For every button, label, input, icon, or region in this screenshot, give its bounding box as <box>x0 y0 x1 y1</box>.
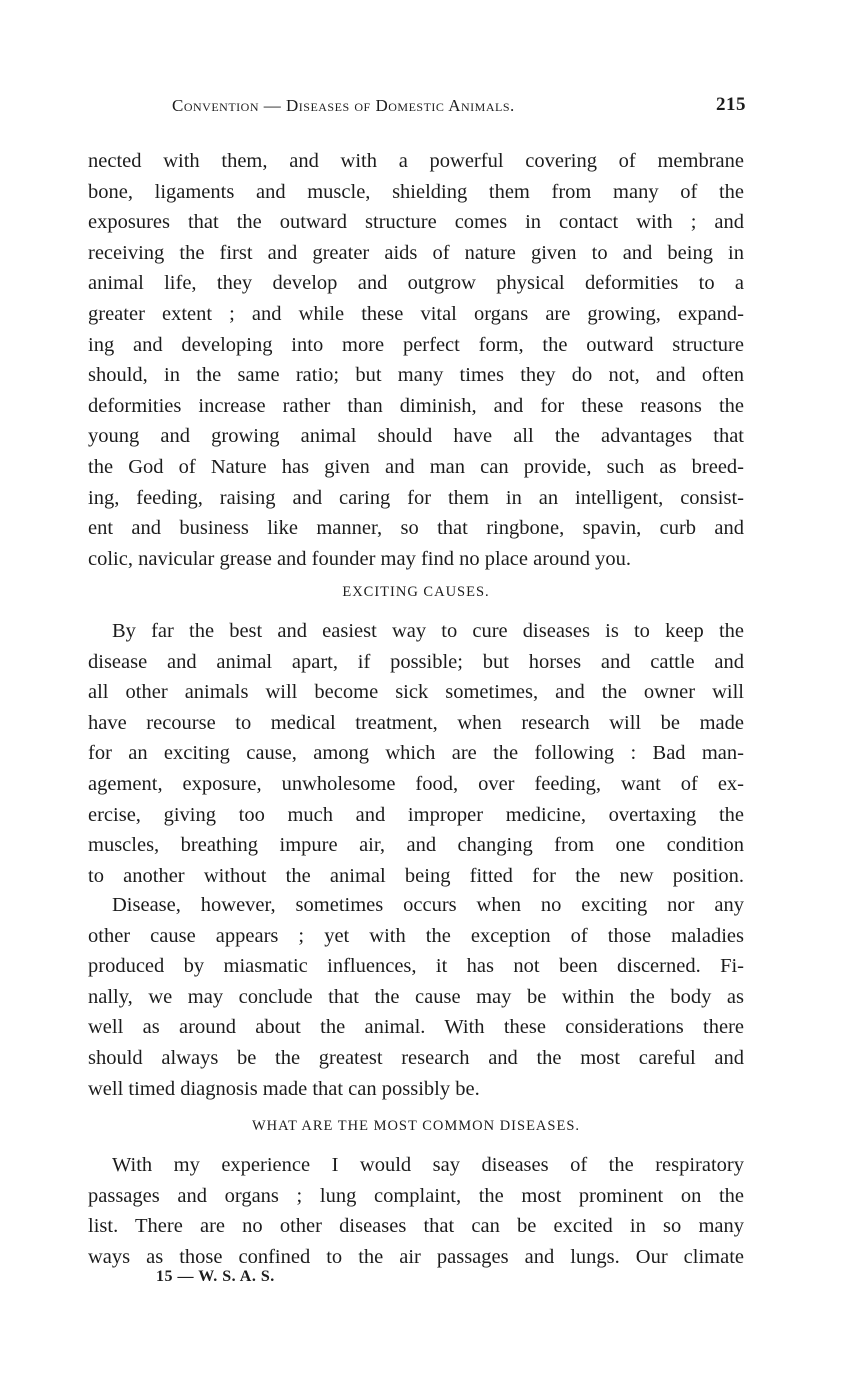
text-line: animal life, they develop and outgrow physical deformities to a <box>88 272 744 295</box>
section-heading-common-diseases: WHAT ARE THE MOST COMMON DISEASES. <box>251 1118 581 1134</box>
text-line: nected with them, and with a powerful covering of membrane <box>88 150 744 172</box>
paragraph-3 <box>88 890 744 1104</box>
paragraph-1 <box>88 146 744 574</box>
text-line: should always be the greatest research and the most careful and <box>88 1046 744 1069</box>
section-heading-exciting-causes: EXCITING CAUSES. <box>342 584 490 600</box>
text-line: deformities increase rather than diminish, and for these reasons the <box>88 394 744 417</box>
text-line: young and growing animal should have all the advantages that <box>88 425 744 448</box>
text-line: muscles, breathing impure air, and changing from one condition <box>88 834 744 857</box>
text-line: list. There are no other diseases that can be excited in so many <box>88 1215 744 1238</box>
text-line: have recourse to medical treatment, when research will be made <box>88 711 744 734</box>
text-line: ways as those confined to the air passages and lungs. Our climate <box>88 1245 744 1268</box>
text-line: receiving the first and greater aids of nature given to and being in <box>88 241 744 264</box>
signature-mark: 15 — W. S. A. S. <box>156 1268 275 1285</box>
page-number: 215 <box>716 94 746 115</box>
text-line: greater extent ; and while these vital organs are growing, expand- <box>88 302 744 325</box>
text-line: Disease, however, sometimes occurs when no exciting nor any <box>112 894 744 916</box>
text-line: to another without the animal being fitted for the new position. <box>88 864 744 887</box>
text-line: passages and organs ; lung complaint, the most prominent on the <box>88 1184 744 1207</box>
text-line: agement, exposure, unwholesome food, over feeding, want of ex- <box>88 772 744 795</box>
text-line: other cause appears ; yet with the exception of those maladies <box>88 924 744 947</box>
text-line: disease and animal apart, if possible; but horses and cattle and <box>88 650 744 673</box>
text-line: ercise, giving too much and improper medicine, overtaxing the <box>88 803 744 826</box>
paragraph-2 <box>88 616 744 891</box>
text-line: By far the best and easiest way to cure diseases is to keep the <box>112 620 744 642</box>
running-head-title: Convention — Diseases of Domestic Animals. <box>172 96 515 115</box>
running-head <box>172 92 746 120</box>
text-line: should, in the same ratio; but many times they do not, and often <box>88 364 744 387</box>
text-line: exposures that the outward structure comes in contact with ; and <box>88 211 744 234</box>
text-line: With my experience I would say diseases of the respiratory <box>112 1154 744 1176</box>
text-line: colic, navicular grease and founder may find no place around you. <box>88 547 632 570</box>
text-line: ent and business like manner, so that ringbone, spavin, curb and <box>88 517 744 540</box>
text-line: all other animals will become sick sometimes, and the owner will <box>88 681 744 704</box>
text-line: the God of Nature has given and man can provide, such as breed- <box>88 455 744 478</box>
text-line: bone, ligaments and muscle, shielding them from many of the <box>88 180 744 203</box>
text-line: for an exciting cause, among which are the following : Bad man- <box>88 742 744 765</box>
text-line: nally, we may conclude that the cause may be within the body as <box>88 985 744 1008</box>
text-line: well as around about the animal. With these considerations there <box>88 1016 744 1039</box>
text-line: ing, feeding, raising and caring for them in an intelligent, consist- <box>88 486 744 509</box>
paragraph-4 <box>88 1150 744 1272</box>
text-line: ing and developing into more perfect form, the outward structure <box>88 333 744 356</box>
text-line: well timed diagnosis made that can possibly be. <box>88 1077 480 1100</box>
text-line: produced by miasmatic influences, it has not been discerned. Fi- <box>88 955 744 978</box>
